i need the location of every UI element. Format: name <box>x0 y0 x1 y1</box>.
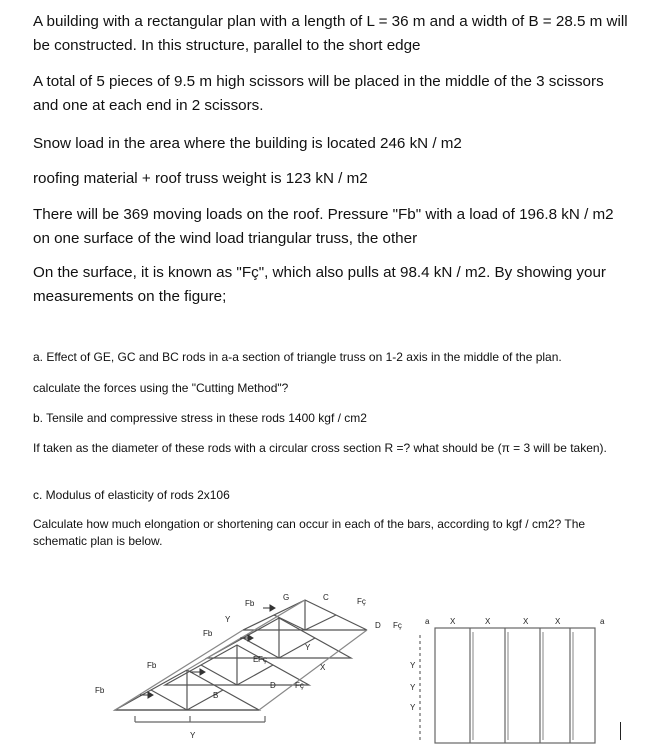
question-c-line-1: c. Modulus of elasticity of rods 2x106 <box>33 488 230 502</box>
label-y-1: Y <box>225 615 231 624</box>
label-y-2: Y <box>305 643 311 652</box>
label-d-2: D <box>270 681 276 690</box>
label-b: B <box>213 691 219 700</box>
label-fc-2: Fç <box>393 621 402 630</box>
label-fb-2: Fb <box>147 661 157 670</box>
problem-paragraph-1: A building with a rectangular plan with a length of L = 36 m and a width of B = 28.5 m will be constructed. In this structure, parallel to the short edge <box>33 13 628 54</box>
label-y-3: Y <box>190 731 196 740</box>
question-b-line-1: b. Tensile and compressive stress in these rods 1400 kgf / cm2 <box>33 411 367 425</box>
problem-paragraph-5: There will be 369 moving loads on the roof. Pressure "Fb" with a load of 196.8 kN / m2 on one surface of the wind load triangular truss, the other <box>33 206 614 247</box>
label-y-6: Y <box>410 703 416 712</box>
label-x-1: X <box>320 663 326 672</box>
label-c: C <box>323 593 329 602</box>
problem-paragraph-3: Snow load in the area where the building is located 246 kN / m2 <box>33 135 462 152</box>
label-x-4: X <box>523 617 529 626</box>
label-x-5: X <box>555 617 561 626</box>
truss-schematic-figure <box>95 590 635 750</box>
label-d-1: D <box>375 621 381 630</box>
plan-view <box>420 628 595 743</box>
label-a-2: a <box>600 617 605 626</box>
problem-paragraph-4: roofing material + roof truss weight is 123 kN / m2 <box>33 170 368 187</box>
problem-paragraph-2: A total of 5 pieces of 9.5 m high scissors will be placed in the middle of the 3 scissors and one at each end in 2 scissors. <box>33 73 604 114</box>
label-g: G <box>283 593 290 602</box>
label-x-3: X <box>485 617 491 626</box>
truss-3 <box>207 618 351 658</box>
question-b-line-2: If taken as the diameter of these rods with a circular cross section R =? what should be (π = 3 will be taken). <box>33 441 607 455</box>
label-fc-1: Fç <box>357 597 366 606</box>
question-a-line-2: calculate the forces using the "Cutting Method"? <box>33 381 289 395</box>
label-fc-4: Fç <box>295 681 304 690</box>
label-fb-4: Fb <box>245 599 255 608</box>
label-fb-1: Fb <box>95 686 105 695</box>
label-a-1: a <box>425 617 430 626</box>
label-e: E <box>253 655 259 664</box>
question-a-line-1: a. Effect of GE, GC and BC rods in a-a section of triangle truss on 1-2 axis in the middle of the plan. <box>33 350 562 364</box>
label-y-4: Y <box>410 661 416 670</box>
label-fb-3: Fb <box>203 629 213 638</box>
label-x-2: X <box>450 617 456 626</box>
problem-paragraph-6: On the surface, it is known as "Fç", which also pulls at 98.4 kN / m2. By showing your measurements on the figure; <box>33 264 606 305</box>
cursor-line <box>620 722 621 740</box>
label-fc-3: Fç <box>258 655 267 664</box>
question-c-line-2: Calculate how much elongation or shortening can occur in each of the bars, according to kgf / cm2? The schematic plan is below. <box>33 517 586 548</box>
label-y-5: Y <box>410 683 416 692</box>
